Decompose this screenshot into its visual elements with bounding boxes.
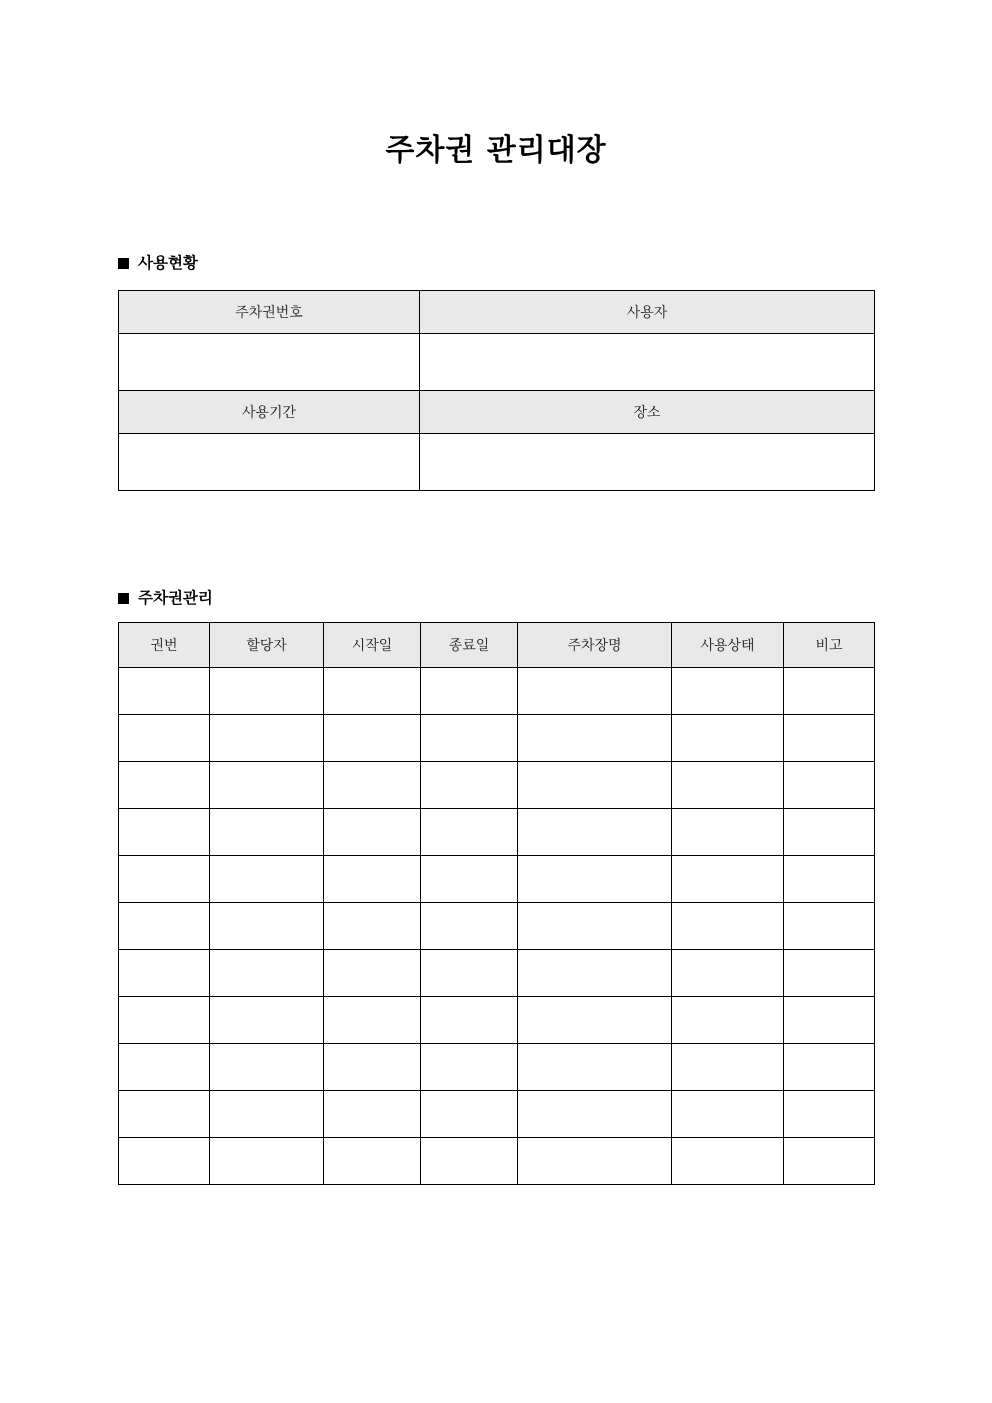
table-cell[interactable] [210, 950, 324, 997]
table-cell[interactable] [119, 715, 210, 762]
table-row [119, 715, 875, 762]
usage-permit-number-header: 주차권번호 [119, 291, 420, 334]
section-heading-permit-management [118, 587, 213, 609]
table-cell[interactable] [672, 715, 784, 762]
table-cell[interactable] [421, 762, 518, 809]
table-header-row [119, 623, 875, 668]
table-row [119, 434, 875, 491]
usage-period-header: 사용기간 [119, 391, 420, 434]
table-cell[interactable] [784, 762, 875, 809]
table-row [119, 668, 875, 715]
usage-location-header: 장소 [420, 391, 875, 434]
usage-user-header: 사용자 [420, 291, 875, 334]
table-cell[interactable] [210, 997, 324, 1044]
section-heading-label: 사용현황 [138, 254, 198, 272]
table-cell[interactable] [518, 950, 672, 997]
table-cell[interactable] [784, 1138, 875, 1185]
table-row [119, 1138, 875, 1185]
table-cell[interactable] [119, 668, 210, 715]
table-cell[interactable] [784, 809, 875, 856]
table-row [119, 1091, 875, 1138]
table-cell[interactable] [119, 809, 210, 856]
column-header-parking-lot-name: 주차장명 [518, 623, 672, 668]
table-cell[interactable] [119, 856, 210, 903]
usage-location-value[interactable] [420, 434, 875, 491]
column-header-assignee: 할당자 [210, 623, 324, 668]
table-cell[interactable] [210, 1138, 324, 1185]
table-cell[interactable] [119, 903, 210, 950]
page-title: 주차권 관리대장 [385, 133, 607, 168]
usage-user-value[interactable] [420, 334, 875, 391]
table-cell[interactable] [210, 903, 324, 950]
section-heading-usage-status [118, 252, 198, 274]
table-cell[interactable] [324, 997, 421, 1044]
table-cell[interactable] [421, 1044, 518, 1091]
table-cell[interactable] [518, 809, 672, 856]
table-row [119, 762, 875, 809]
table-cell[interactable] [421, 1138, 518, 1185]
table-cell[interactable] [784, 1044, 875, 1091]
table-row [119, 391, 875, 434]
table-cell[interactable] [421, 950, 518, 997]
table-cell[interactable] [518, 856, 672, 903]
table-cell[interactable] [784, 950, 875, 997]
table-cell[interactable] [324, 668, 421, 715]
permit-management-table-body [119, 668, 875, 1185]
table-cell[interactable] [324, 1091, 421, 1138]
table-cell[interactable] [421, 715, 518, 762]
table-cell[interactable] [324, 856, 421, 903]
table-cell[interactable] [784, 1091, 875, 1138]
column-header-start-date: 시작일 [324, 623, 421, 668]
table-cell[interactable] [210, 762, 324, 809]
table-cell[interactable] [518, 903, 672, 950]
column-header-remarks: 비고 [784, 623, 875, 668]
table-cell[interactable] [518, 668, 672, 715]
usage-period-value[interactable] [119, 434, 420, 491]
table-cell[interactable] [324, 903, 421, 950]
table-row [119, 903, 875, 950]
table-row [119, 997, 875, 1044]
table-cell[interactable] [421, 997, 518, 1044]
usage-status-table [118, 290, 875, 491]
table-row [119, 856, 875, 903]
table-cell[interactable] [324, 1044, 421, 1091]
table-cell[interactable] [210, 1091, 324, 1138]
table-cell[interactable] [324, 1138, 421, 1185]
table-cell[interactable] [672, 668, 784, 715]
table-cell[interactable] [119, 1138, 210, 1185]
table-cell[interactable] [518, 762, 672, 809]
table-row [119, 334, 875, 391]
table-row [119, 809, 875, 856]
table-cell[interactable] [672, 762, 784, 809]
table-cell[interactable] [672, 950, 784, 997]
usage-permit-number-value[interactable] [119, 334, 420, 391]
column-header-permit-no: 권번 [119, 623, 210, 668]
table-cell[interactable] [210, 856, 324, 903]
table-cell[interactable] [421, 1091, 518, 1138]
table-cell[interactable] [421, 903, 518, 950]
table-cell[interactable] [672, 1138, 784, 1185]
table-cell[interactable] [119, 762, 210, 809]
table-cell[interactable] [210, 1044, 324, 1091]
table-cell[interactable] [518, 715, 672, 762]
column-header-end-date: 종료일 [421, 623, 518, 668]
table-cell[interactable] [784, 715, 875, 762]
table-cell[interactable] [421, 809, 518, 856]
table-cell[interactable] [518, 1044, 672, 1091]
table-cell[interactable] [421, 856, 518, 903]
table-row [119, 950, 875, 997]
table-cell[interactable] [119, 1091, 210, 1138]
table-cell[interactable] [119, 950, 210, 997]
table-cell[interactable] [119, 997, 210, 1044]
permit-management-table [118, 622, 875, 1185]
table-cell[interactable] [210, 715, 324, 762]
column-header-usage-state: 사용상태 [672, 623, 784, 668]
table-row [119, 291, 875, 334]
table-cell[interactable] [518, 1138, 672, 1185]
table-cell[interactable] [672, 809, 784, 856]
table-cell[interactable] [210, 809, 324, 856]
table-cell[interactable] [518, 1091, 672, 1138]
table-cell[interactable] [784, 903, 875, 950]
table-cell[interactable] [784, 997, 875, 1044]
table-cell[interactable] [672, 997, 784, 1044]
table-cell[interactable] [324, 950, 421, 997]
table-cell[interactable] [672, 903, 784, 950]
table-cell[interactable] [672, 1044, 784, 1091]
table-cell[interactable] [210, 668, 324, 715]
table-cell[interactable] [421, 668, 518, 715]
table-row [119, 1044, 875, 1091]
black-square-bullet-icon [118, 258, 129, 269]
table-cell[interactable] [324, 762, 421, 809]
table-cell[interactable] [324, 715, 421, 762]
table-cell[interactable] [784, 856, 875, 903]
black-square-bullet-icon [118, 593, 129, 604]
table-cell[interactable] [784, 668, 875, 715]
section-heading-label: 주차권관리 [138, 589, 213, 607]
table-cell[interactable] [119, 1044, 210, 1091]
table-cell[interactable] [324, 809, 421, 856]
table-cell[interactable] [672, 856, 784, 903]
table-cell[interactable] [518, 997, 672, 1044]
table-cell[interactable] [672, 1091, 784, 1138]
